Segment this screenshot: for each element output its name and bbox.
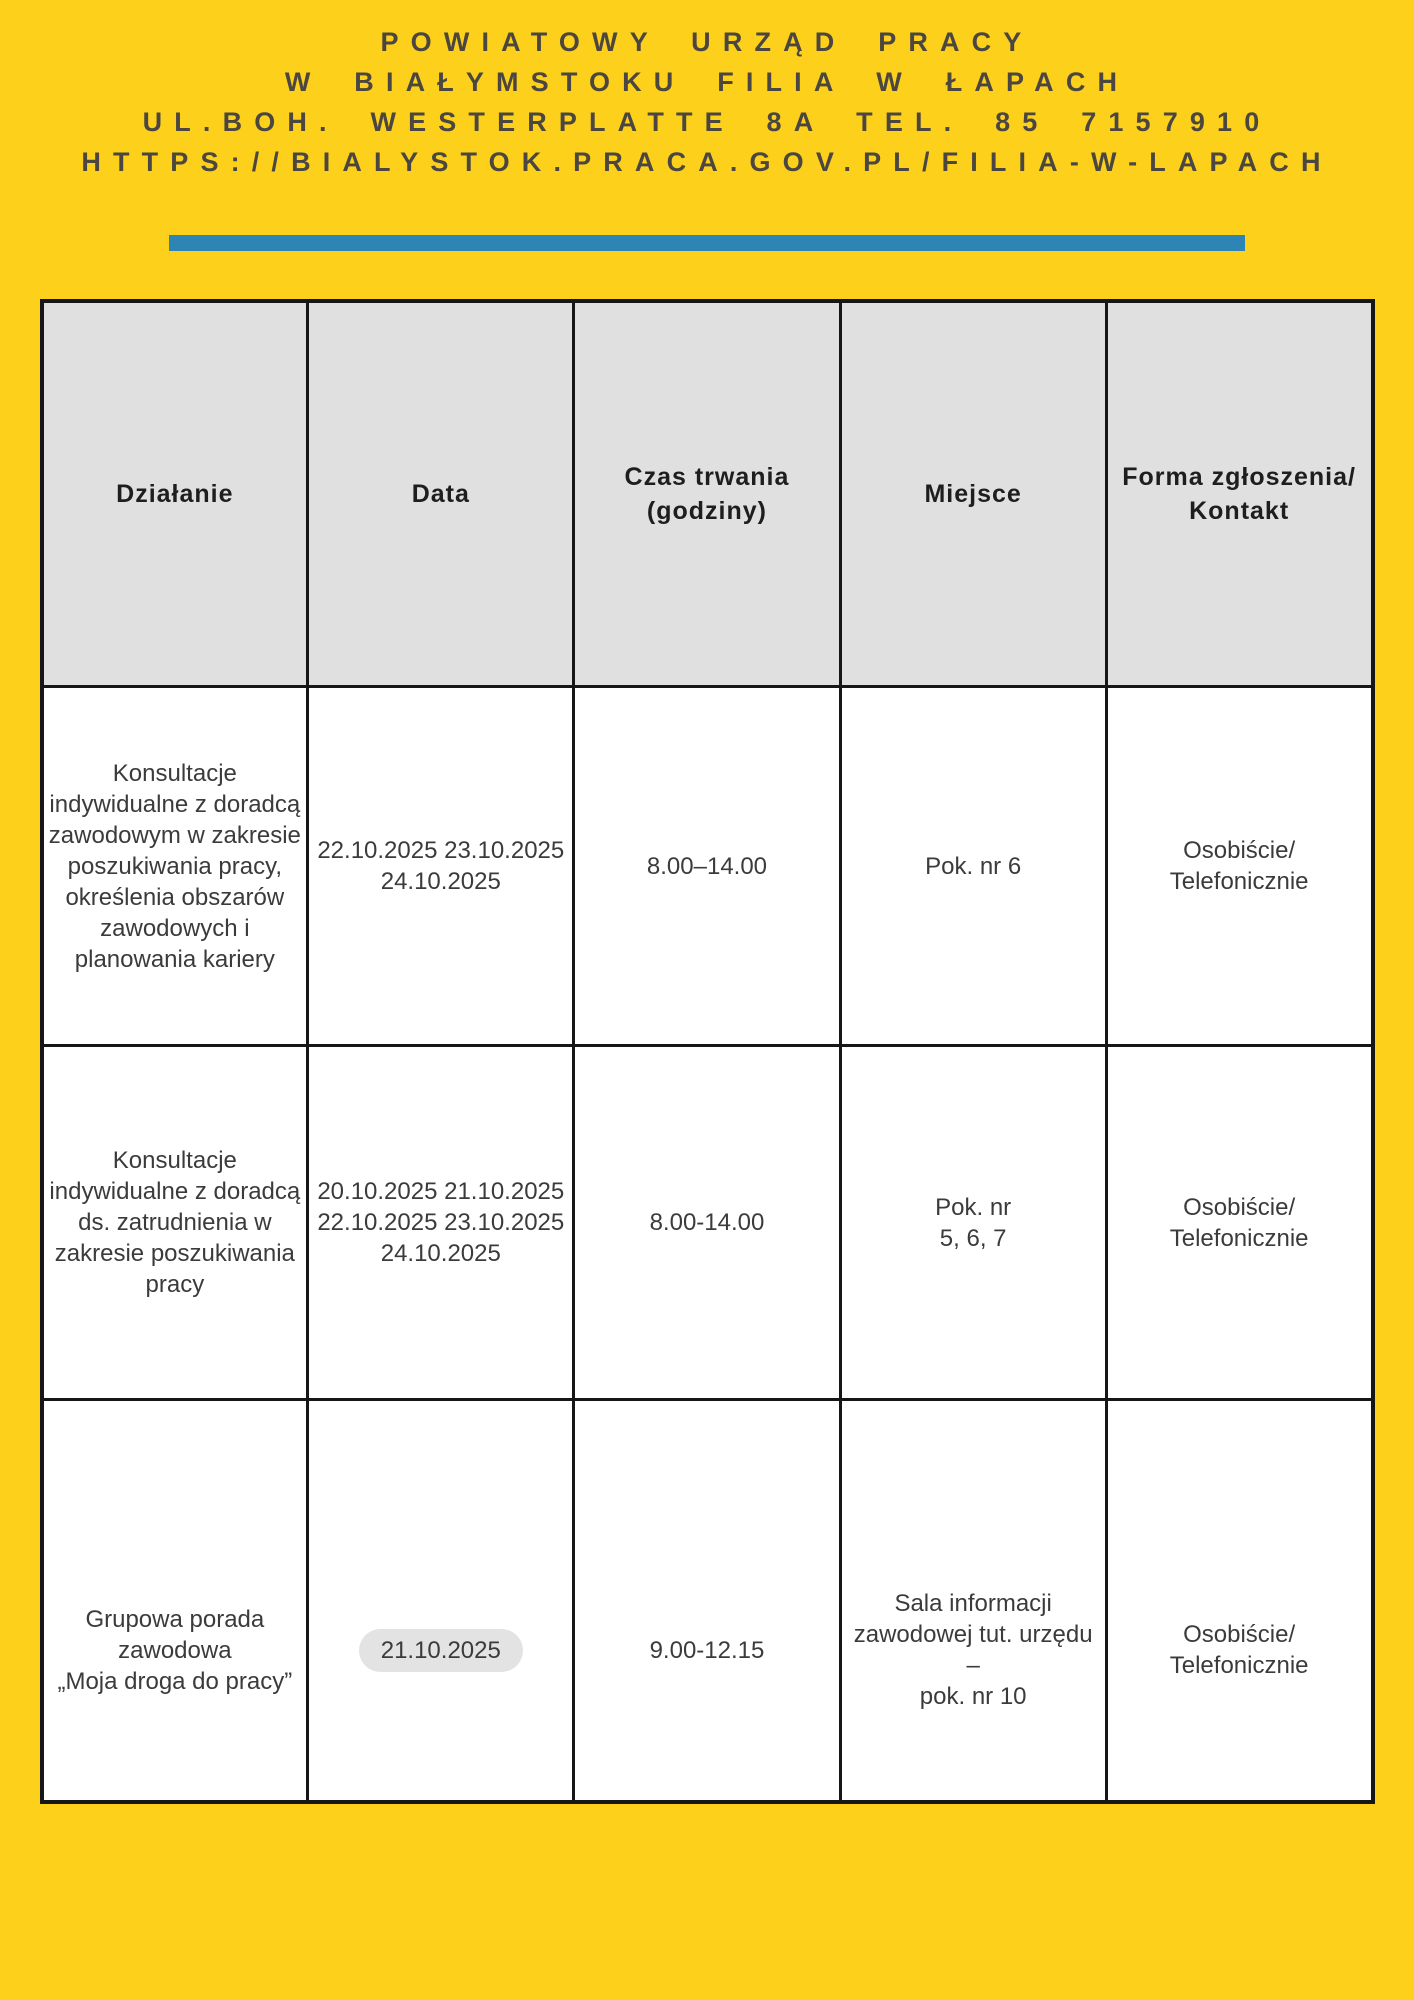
date-cell: 20.10.2025 21.10.2025 22.10.2025 23.10.2025 24.10.2025 <box>308 1046 574 1400</box>
col-header-label: Kontakt <box>1189 497 1290 525</box>
date-cell <box>308 1400 574 1803</box>
col-header-contact <box>1106 301 1372 687</box>
contact-cell: Osobiście/ Telefonicznie <box>1106 687 1372 1046</box>
org-name-line-1: POWIATOWY URZĄD PRACY <box>380 27 1034 57</box>
col-header-action <box>42 301 308 687</box>
place-cell: Pok. nr 5, 6, 7 <box>840 1046 1106 1400</box>
org-website-url: HTTPS://BIALYSTOK.PRACA.GOV.PL/FILIA-W-LAPACH <box>81 147 1333 177</box>
contact-cell: Osobiście/ Telefonicznie <box>1106 1400 1372 1803</box>
dash-separator: – <box>966 1652 980 1679</box>
table-row <box>42 1046 1373 1400</box>
col-header-duration <box>574 301 840 687</box>
table-row <box>42 1400 1373 1803</box>
contact-cell: Osobiście/ Telefonicznie <box>1106 1046 1372 1400</box>
accent-divider <box>169 235 1245 251</box>
org-address-phone: UL.BOH. WESTERPLATTE 8A TEL. 85 7157910 <box>142 107 1272 137</box>
col-header-label: Czas trwania <box>624 463 790 491</box>
action-cell: Konsultacje indywidualne z doradcą ds. zatrudnienia w zakresie poszukiwania pracy <box>42 1046 308 1400</box>
col-header-label: Miejsce <box>924 480 1022 508</box>
duration-cell: 8.00-14.00 <box>574 1046 840 1400</box>
col-header-date <box>308 301 574 687</box>
col-header-label: (godziny) <box>646 497 768 525</box>
col-header-place <box>840 301 1106 687</box>
header <box>0 0 1414 182</box>
action-cell: Konsultacje indywidualne z doradcą zawodowym w zakresie poszukiwania pracy, określenia obszarów zawodowych i planowania kariery <box>42 687 308 1046</box>
duration-cell: 8.00–14.00 <box>574 687 840 1046</box>
org-name-line-2: W BIAŁYMSTOKU FILIA W ŁAPACH <box>284 67 1130 97</box>
schedule-table <box>40 299 1375 1804</box>
date-highlight: 21.10.2025 <box>359 1629 523 1672</box>
place-cell: Sala informacji zawodowej tut. urzędu – pok. nr 10 <box>840 1400 1106 1803</box>
table-row <box>42 687 1373 1046</box>
date-cell: 22.10.2025 23.10.2025 24.10.2025 <box>308 687 574 1046</box>
col-header-label: Forma zgłoszenia/ <box>1122 463 1356 491</box>
col-header-label: Data <box>411 480 470 508</box>
table-header-row <box>42 301 1373 687</box>
place-cell: Pok. nr 6 <box>840 687 1106 1046</box>
col-header-label: Działanie <box>116 480 234 508</box>
action-cell: Grupowa porada zawodowa „Moja droga do pracy” <box>42 1400 308 1803</box>
duration-cell: 9.00-12.15 <box>574 1400 840 1803</box>
